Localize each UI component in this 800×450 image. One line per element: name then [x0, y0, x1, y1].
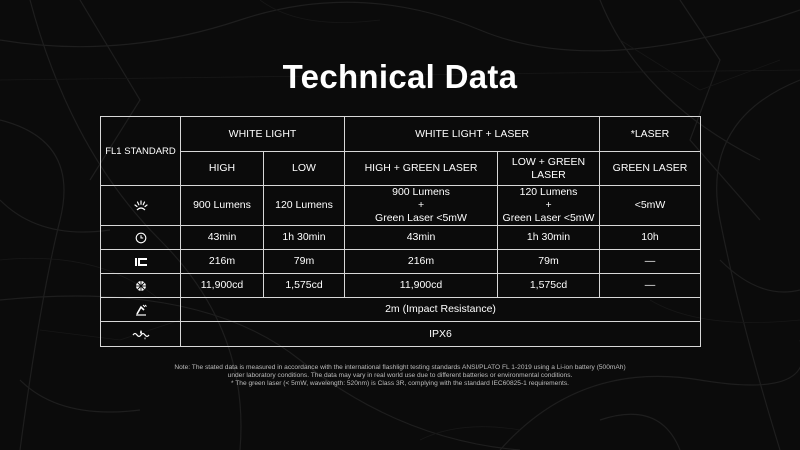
intensity-row [101, 274, 701, 298]
distance-low: 79m [264, 250, 345, 274]
beam-distance-icon [101, 250, 181, 274]
mode-low-green: LOW + GREEN LASER [498, 152, 600, 186]
output-green: <5mW [600, 186, 701, 226]
intensity-green: — [600, 274, 701, 298]
intensity-low: 1,575cd [264, 274, 345, 298]
runtime-green: 10h [600, 226, 701, 250]
distance-row [101, 250, 701, 274]
mode-high: HIGH [181, 152, 264, 186]
output-high-green: 900 Lumens + Green Laser <5mW [345, 186, 498, 226]
light-output-icon [101, 186, 181, 226]
distance-high: 216m [181, 250, 264, 274]
output-low: 120 Lumens [264, 186, 345, 226]
output-row [101, 186, 701, 226]
clock-icon [101, 226, 181, 250]
distance-high-green: 216m [345, 250, 498, 274]
mode-green: GREEN LASER [600, 152, 701, 186]
peak-intensity-icon [101, 274, 181, 298]
waterproof-row [101, 322, 701, 347]
standard-label: FL1 STANDARD [101, 117, 181, 186]
mode-low: LOW [264, 152, 345, 186]
runtime-low: 1h 30min [264, 226, 345, 250]
runtime-row [101, 226, 701, 250]
group-laser: *LASER [600, 117, 701, 152]
note-line-3: * The green laser (< 5mW, wavelength: 520nm) is Class 3R, complying with the standard IEC60825-1 requirements. [231, 380, 569, 388]
mode-header-row [101, 152, 701, 186]
output-high: 900 Lumens [181, 186, 264, 226]
group-header-row [101, 117, 701, 152]
distance-green: — [600, 250, 701, 274]
group-white-light-laser: WHITE LIGHT + LASER [345, 117, 600, 152]
impact-resistance-icon [101, 298, 181, 322]
page-title: Technical Data [282, 58, 518, 95]
intensity-high-green: 11,900cd [345, 274, 498, 298]
group-white-light: WHITE LIGHT [181, 117, 345, 152]
output-low-green: 120 Lumens + Green Laser <5mW [498, 186, 600, 226]
waterproof-icon [101, 322, 181, 347]
intensity-high: 11,900cd [181, 274, 264, 298]
waterproof-value: IPX6 [181, 322, 701, 347]
runtime-low-green: 1h 30min [498, 226, 600, 250]
distance-low-green: 79m [498, 250, 600, 274]
impact-row [101, 298, 701, 322]
runtime-high: 43min [181, 226, 264, 250]
impact-value: 2m (Impact Resistance) [181, 298, 701, 322]
mode-high-green: HIGH + GREEN LASER [345, 152, 498, 186]
intensity-low-green: 1,575cd [498, 274, 600, 298]
note-line-1: Note: The stated data is measured in accordance with the international flashlight testing standards ANSI/PLATO FL 1-2019 using a Li-ion battery (500mAh) [174, 364, 626, 371]
spec-table [100, 116, 701, 347]
footnotes [100, 364, 700, 389]
runtime-high-green: 43min [345, 226, 498, 250]
note-line-2: under laboratory conditions. The data may vary in real world use due to different batteries or environmental conditions. [227, 372, 573, 380]
